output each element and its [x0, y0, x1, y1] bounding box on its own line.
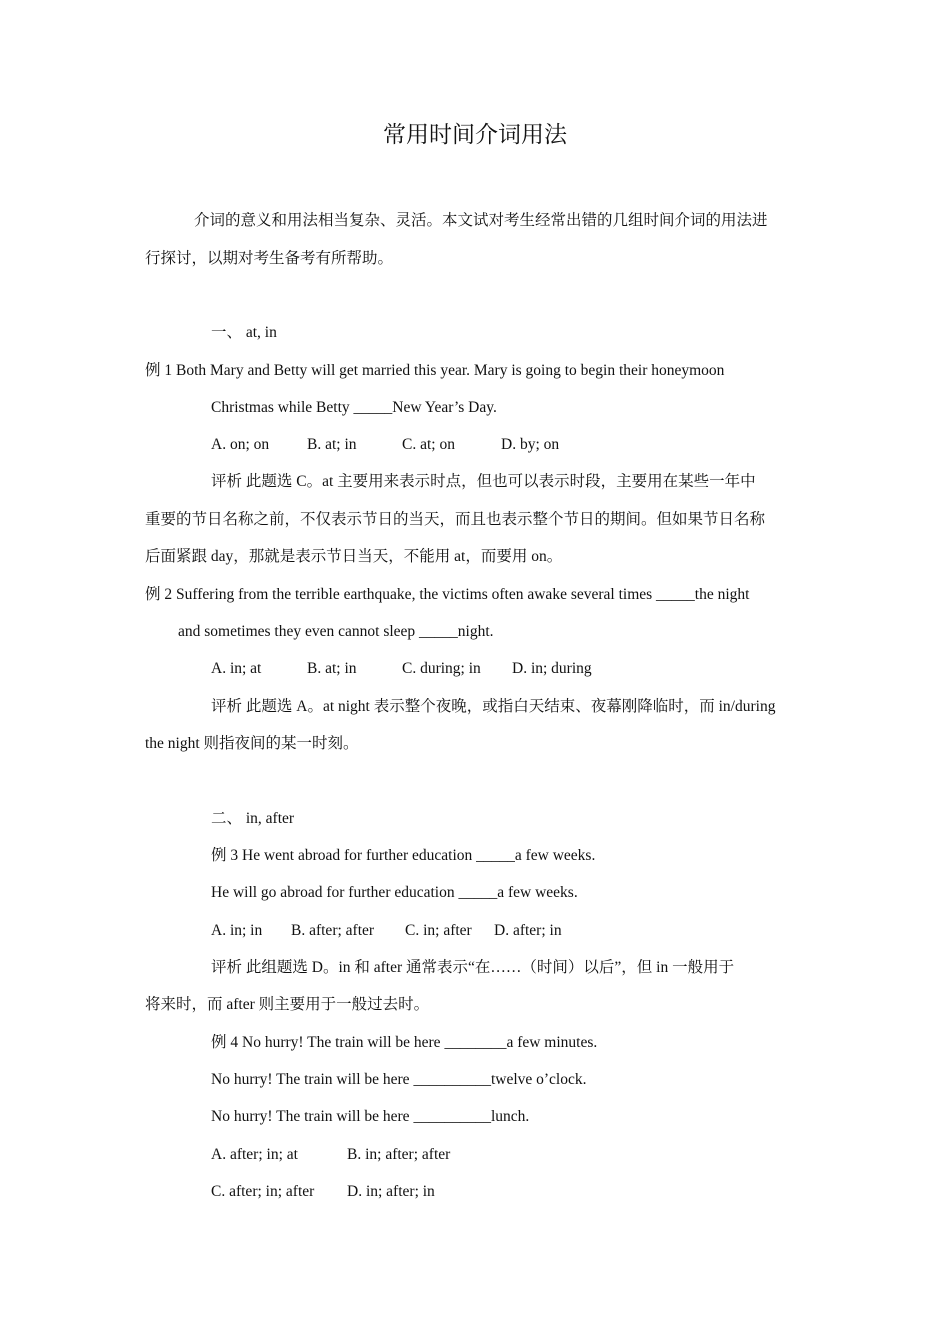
- page-title: 常用时间介词用法: [383, 122, 567, 147]
- example-4-line-2: No hurry! The train will be here __________twelve o’clock.: [211, 1071, 587, 1088]
- option: A. on; on: [211, 436, 270, 453]
- example-3-analysis-2: 将来时，而 after 则主要用于一般过去时。: [145, 996, 430, 1013]
- example-1-line-2: Christmas while Betty _____New Year’s Day.: [211, 399, 497, 416]
- section-1-heading: 一、 at, in: [211, 324, 277, 341]
- example-3-line-1: 例 3 He went abroad for further education _____a few weeks.: [211, 847, 596, 864]
- example-1-analysis-3: 后面紧跟 day，那就是表示节日当天，不能用 at，而要用 on。: [145, 548, 563, 565]
- option: C. during; in: [402, 660, 481, 677]
- example-4-options-row-2: [211, 1182, 435, 1202]
- option: D. after; in: [494, 922, 562, 939]
- example-4-line-3: No hurry! The train will be here __________lunch.: [211, 1108, 530, 1125]
- section-2-heading: 二、 in, after: [211, 810, 295, 827]
- intro-line-2: 行探讨，以期对考生备考有所帮助。: [145, 250, 394, 267]
- option: B. at; in: [307, 436, 357, 453]
- option: C. at; on: [402, 436, 455, 453]
- example-2-analysis-2: the night 则指夜间的某一时刻。: [145, 735, 359, 752]
- option: D. in; after; in: [347, 1183, 435, 1200]
- example-2-analysis-1: 评析 此题选 A。at night 表示整个夜晚，或指白天结束、夜幕刚降临时，而 in/during: [211, 698, 776, 715]
- example-4-line-1: 例 4 No hurry! The train will be here ________a few minutes.: [211, 1034, 598, 1051]
- option: A. in; in: [211, 922, 263, 939]
- example-1-analysis-2: 重要的节日名称之前，不仅表示节日的当天，而且也表示整个节日的期间。但如果节日名称: [145, 511, 766, 528]
- example-3-line-2: He will go abroad for further education _____a few weeks.: [211, 884, 578, 901]
- option: C. after; in; after: [211, 1183, 315, 1200]
- option: B. after; after: [291, 922, 375, 939]
- example-1-options: [211, 435, 559, 455]
- example-1-analysis-1: 评析 此题选 C。at 主要用来表示时点，但也可以表示时段，主要用在某些一年中: [211, 473, 756, 490]
- option: D. in; during: [512, 660, 592, 677]
- option: B. at; in: [307, 660, 357, 677]
- example-2-line-2: and sometimes they even cannot sleep _____night.: [178, 623, 494, 640]
- example-2-line-1: 例 2 Suffering from the terrible earthquake, the victims often awake several times _____the night: [145, 586, 750, 603]
- example-2-options: [211, 659, 592, 679]
- example-4-options-row-1: [211, 1145, 450, 1165]
- example-3-options: [211, 921, 562, 941]
- option: D. by; on: [501, 436, 560, 453]
- option: C. in; after: [405, 922, 472, 939]
- example-1-line-1: 例 1 Both Mary and Betty will get married this year. Mary is going to begin their honeymoon: [145, 362, 725, 379]
- intro-line-1: 介词的意义和用法相当复杂、灵活。本文试对考生经常出错的几组时间介词的用法进: [194, 212, 768, 229]
- option: A. after; in; at: [211, 1146, 298, 1163]
- option: A. in; at: [211, 660, 262, 677]
- option: B. in; after; after: [347, 1146, 451, 1163]
- example-3-analysis-1: 评析 此组题选 D。in 和 after 通常表示“在……（时间）以后”，但 in 一般用于: [211, 959, 735, 976]
